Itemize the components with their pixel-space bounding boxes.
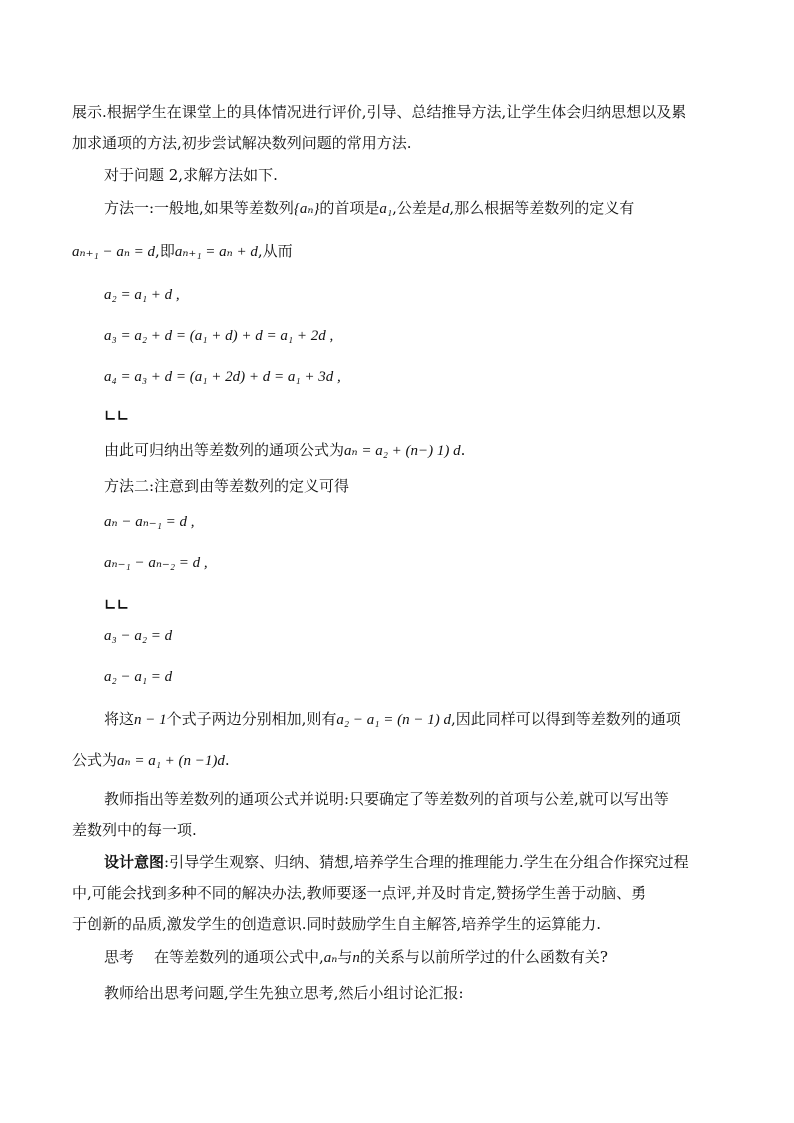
- method1-line2: [72, 240, 293, 263]
- equation-a4: a₄ = a₃ + d = (a₁ + 2d) + d = a₁ + 3d ,: [104, 369, 341, 385]
- summation-line1: [104, 708, 681, 731]
- design-intent-label: 设计意图: [104, 853, 165, 871]
- summation-text-c: ,因此同样可以得到等差数列的通项: [450, 710, 681, 728]
- equation-b3: a₃ − a₂ = d: [104, 628, 173, 644]
- teacher-note-line1: 教师指出等差数列的通项公式并说明:只要确定了等差数列的首项与公差,就可以写出等: [104, 790, 669, 808]
- general-formula-text: 由此可归纳出等差数列的通项公式为: [104, 441, 345, 459]
- paragraph-intro-line2: 加求通项的方法,初步尝试解决数列问题的常用方法.: [72, 134, 412, 152]
- design-intent-line2: 中,可能会找到多种不同的解决办法,教师要逐一点评,并及时肯定,赞扬学生善于动脑、勇: [72, 884, 647, 902]
- design-intent-text1: :引导学生观察、归纳、猜想,培养学生合理的推理能力.学生在分组合作探究过程: [164, 853, 689, 871]
- equation-b2: aₙ₋₁ − aₙ₋₂ = d ,: [104, 555, 208, 571]
- equation-a3: a₃ = a₂ + d = (a₁ + d) + d = a₁ + 2d ,: [104, 328, 334, 344]
- method2-line: 方法二:注意到由等差数列的定义可得: [104, 477, 350, 495]
- teacher-note-line2: 差数列中的每一项.: [72, 821, 197, 839]
- final-paragraph: 教师给出思考问题,学生先独立思考,然后小组讨论汇报:: [104, 984, 464, 1002]
- summation-text-b: 个式子两边分别相加,则有: [166, 710, 337, 728]
- equation-b1: aₙ − aₙ₋₁ = d ,: [104, 514, 195, 530]
- think-an-symbol: aₙ: [323, 950, 338, 966]
- sequence-notation: {aₙ}: [293, 201, 320, 217]
- think-text-c: 的关系与以前所学过的什么函数有关?: [359, 948, 608, 966]
- equation-a2: a₂ = a₁ + d ,: [104, 287, 180, 303]
- general-formula-line: [104, 439, 465, 462]
- summation-line2-text: 公式为: [72, 751, 118, 769]
- summation-line2-end: .: [224, 751, 230, 769]
- common-difference-symbol: d: [441, 201, 450, 217]
- think-label: 思考: [104, 948, 135, 966]
- method1-line2-mid: ,即: [155, 242, 175, 260]
- method1-text-a: 方法一:一般地,如果等差数列: [104, 199, 294, 217]
- design-intent-line3: 于创新的品质,激发学生的创造意识.同时鼓励学生自主解答,培养学生的运算能力.: [72, 915, 602, 933]
- method1-text-b: 的首项是: [319, 199, 380, 217]
- method1-text-e: ,那么根据等差数列的定义有: [449, 199, 635, 217]
- ellipsis-1: ∟∟: [104, 407, 130, 425]
- first-term-symbol: a₁: [379, 201, 393, 217]
- think-question-line: [104, 946, 608, 969]
- method1-line2-end: ,从而: [257, 242, 293, 260]
- think-n-symbol: n: [352, 950, 360, 966]
- general-formula-equation: aₙ = a₂ + (n−) 1) d: [344, 443, 461, 459]
- think-text-b: 与: [337, 948, 353, 966]
- summation-line2: [72, 749, 230, 772]
- method1-line1: [104, 197, 634, 220]
- paragraph-intro-line1: 展示.根据学生在课堂上的具体情况进行评价,引导、总结推导方法,让学生体会归纳思想以及累: [72, 103, 687, 121]
- summation-equation: a₂ − a₁ = (n − 1) d: [336, 712, 451, 728]
- ellipsis-2: ∟∟: [104, 596, 130, 614]
- think-text-a: 在等差数列的通项公式中,: [154, 948, 324, 966]
- recurrence-equation: aₙ₊₁ = aₙ + d: [174, 244, 258, 260]
- design-intent-line1: [104, 851, 689, 873]
- summation-count: n − 1: [134, 712, 167, 728]
- summation-text-a: 将这: [104, 710, 135, 728]
- summation-result-equation: aₙ = a₁ + (n −1)d: [117, 753, 225, 769]
- paragraph-problem2: 对于问题 2,求解方法如下.: [104, 166, 278, 184]
- definition-equation: aₙ₊₁ − aₙ = d: [72, 244, 156, 260]
- method1-text-c: ,公差是: [392, 199, 442, 217]
- general-formula-end: .: [460, 441, 466, 459]
- equation-b4: a₂ − a₁ = d: [104, 669, 173, 685]
